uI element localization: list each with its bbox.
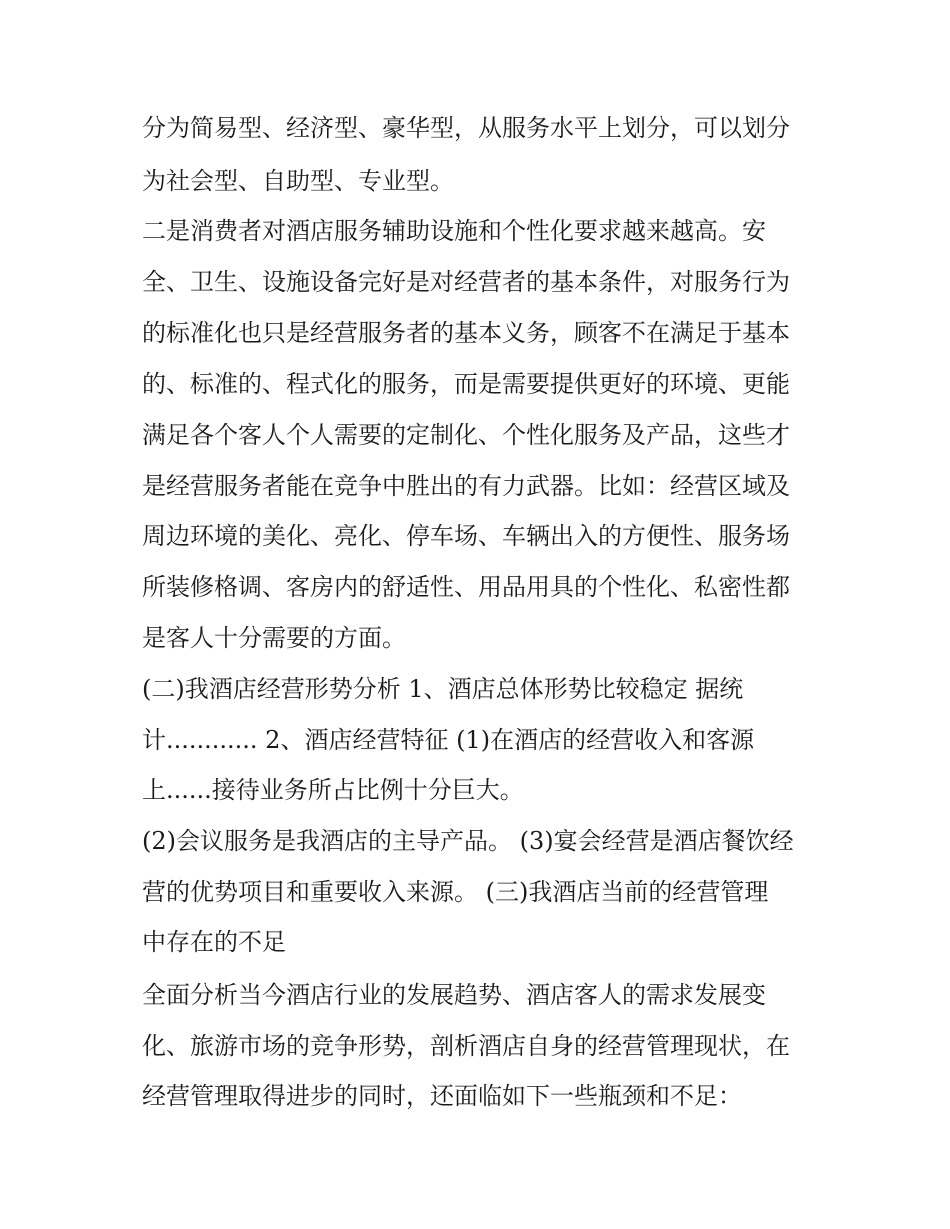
- text-line: 营的优势项目和重要收入来源。 (三)我酒店当前的经营管理: [142, 878, 769, 906]
- text-line: 化、旅游市场的竞争形势，剖析酒店自身的经营管理现状，在: [142, 1032, 790, 1060]
- text-line: 全面分析当今酒店行业的发展趋势、酒店客人的需求发展变: [142, 981, 766, 1009]
- text-line: 的标准化也只是经营服务者的基本义务，顾客不在满足于基本: [142, 319, 790, 347]
- text-line: 所装修格调、客房内的舒适性、用品用具的个性化、私密性都: [142, 573, 790, 601]
- text-line: 为社会型、自助型、专业型。: [142, 167, 454, 195]
- text-line: 分为简易型、经济型、豪华型，从服务水平上划分，可以划分: [142, 114, 790, 142]
- text-line: 的、标准的、程式化的服务，而是需要提供更好的环境、更能: [142, 370, 790, 398]
- text-line: (2)会议服务是我酒店的主导产品。 (3)宴会经营是酒店餐饮经: [142, 827, 794, 855]
- text-line: (二)我酒店经营形势分析 1、酒店总体形势比较稳定 据统: [142, 675, 744, 703]
- text-line: 上......接待业务所占比例十分巨大。: [142, 776, 524, 804]
- text-line: 是经营服务者能在竞争中胜出的有力武器。比如：经营区域及: [142, 472, 790, 500]
- text-line: 中存在的不足: [142, 928, 286, 956]
- text-line: 周边环境的美化、亮化、停车场、车辆出入的方便性、服务场: [142, 522, 790, 550]
- text-line: 全、卫生、设施设备完好是对经营者的基本条件，对服务行为: [142, 268, 790, 296]
- text-line: 二是消费者对酒店服务辅助设施和个性化要求越来越高。安: [142, 217, 766, 245]
- text-line: 满足各个客人个人需要的定制化、个性化服务及产品，这些才: [142, 421, 790, 449]
- text-line: 经营管理取得进步的同时，还面临如下一些瓶颈和不足：: [142, 1082, 742, 1110]
- text-line: 是客人十分需要的方面。: [142, 624, 406, 652]
- text-line: 计............ 2、酒店经营特征 (1)在酒店的经营收入和客源: [142, 726, 755, 754]
